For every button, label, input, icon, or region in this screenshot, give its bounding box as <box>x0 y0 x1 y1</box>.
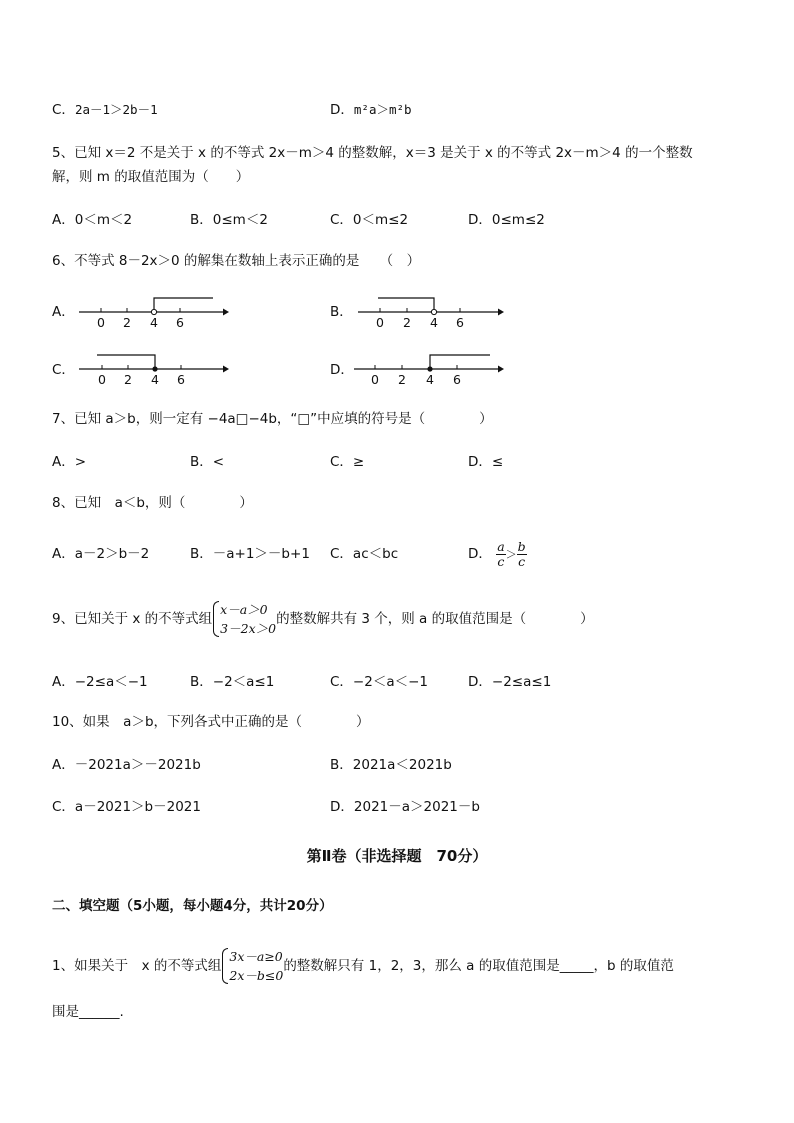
q6-stem: 6、不等式 8－2x＞0 的解集在数轴上表示正确的是 （ ） <box>52 253 421 269</box>
q6-option-a-label: A． <box>52 304 75 320</box>
inequality-system <box>221 947 283 985</box>
q5-option-b: B．0≤m＜2 <box>190 212 268 228</box>
inequality-system <box>212 600 276 638</box>
q8-option-d-label: D． <box>468 546 492 562</box>
system-line-1: 3x－a≥0 <box>229 949 283 964</box>
tick-label: 2 <box>398 372 406 387</box>
q9-stem <box>52 598 594 640</box>
tick-label: 4 <box>426 372 434 387</box>
q6-option-d-label: D． <box>330 362 354 378</box>
q5-option-d: D．0≤m≤2 <box>468 212 545 228</box>
tick-label: 6 <box>177 372 185 387</box>
tick-label: 0 <box>371 372 379 387</box>
q4-option-c-text: 2a－1＞2b－1 <box>74 102 158 117</box>
q6-option-c-label: C． <box>52 362 75 378</box>
tick-label: 6 <box>453 372 461 387</box>
q8-option-b: B．－a+1＞－b+1 <box>190 546 310 562</box>
q10-option-b: B．2021a＜2021b <box>330 757 452 773</box>
q6-number-line-d <box>350 349 510 389</box>
q9-stem-prefix: 9、已知关于 x 的不等式组 <box>52 611 213 627</box>
section-heading: 二、填空题（5小题，每小题4分，共计20分） <box>52 898 333 914</box>
system-line-2: 2x－b≤0 <box>229 968 284 983</box>
q8-option-d <box>468 536 527 573</box>
q5-stem-line1: 5、已知 x＝2 不是关于 x 的不等式 2x－m＞4 的整数解，x＝3 是关于 x 的不等式 2x－m＞4 的一个整数 <box>52 145 693 161</box>
q6-number-line-b <box>354 292 514 332</box>
q8-option-c: C．ac＜bc <box>330 546 399 562</box>
q6-number-line-c <box>75 349 235 389</box>
denominator: c <box>518 553 526 569</box>
fill1-stem-line2: 围是______. <box>52 1004 124 1020</box>
tick-label: 0 <box>98 372 106 387</box>
q7-option-d: D．≤ <box>468 454 504 470</box>
q7-option-b: B．< <box>190 454 225 470</box>
q7-option-c: C．≥ <box>330 454 365 470</box>
fraction-a-over-c <box>496 540 505 569</box>
q9-option-a: A．−2≤a＜−1 <box>52 674 148 690</box>
fraction-b-over-c <box>517 540 527 569</box>
q8-stem: 8、已知 a＜b，则（ ） <box>52 495 253 511</box>
q9-option-c: C．−2＜a＜−1 <box>330 674 429 690</box>
q4-option-d-text: m²a＞m²b <box>353 102 412 117</box>
tick-label: 4 <box>150 315 158 330</box>
section-title: 第Ⅱ卷（非选择题 70分） <box>306 847 488 865</box>
tick-label: 6 <box>456 315 464 330</box>
tick-label: 0 <box>97 315 105 330</box>
system-line-1: x－a＞0 <box>220 602 268 617</box>
greater-than-sign: ＞ <box>505 548 517 561</box>
q4-option-d-label: D． <box>330 102 354 118</box>
q8-option-a: A．a－2＞b－2 <box>52 546 150 562</box>
q6-option-b-label: B． <box>330 304 353 320</box>
tick-label: 0 <box>376 315 384 330</box>
q4-option-c <box>52 101 158 119</box>
fill1-stem-prefix: 1、如果关于 x 的不等式组 <box>52 958 222 974</box>
q10-option-d: D．2021－a＞2021－b <box>330 799 480 815</box>
system-line-2: 3－2x＞0 <box>220 621 277 636</box>
q4-option-d <box>330 101 412 119</box>
denominator: c <box>497 553 505 569</box>
q10-stem: 10、如果 a＞b，下列各式中正确的是（ ） <box>52 714 370 730</box>
numerator: a <box>497 538 505 554</box>
q7-stem: 7、已知 a＞b，则一定有 −4a□−4b，“□”中应填的符号是（ ） <box>52 411 493 427</box>
tick-label: 4 <box>151 372 159 387</box>
q10-option-c: C．a－2021＞b－2021 <box>52 799 201 815</box>
fill1-stem-suffix: 的整数解只有 1，2，3，那么 a 的取值范围是_____，b 的取值范 <box>283 958 674 974</box>
tick-label: 4 <box>430 315 438 330</box>
tick-label: 2 <box>403 315 411 330</box>
q9-option-b: B．−2＜a≤1 <box>190 674 275 690</box>
tick-label: 2 <box>124 372 132 387</box>
q4-option-c-label: C． <box>52 102 75 118</box>
q7-option-a: A．> <box>52 454 87 470</box>
tick-label: 6 <box>176 315 184 330</box>
numerator: b <box>517 538 526 554</box>
q5-option-c: C．0＜m≤2 <box>330 212 409 228</box>
fill1-stem <box>52 945 674 987</box>
q5-stem-line2: 解，则 m 的取值范围为（ ） <box>52 169 250 185</box>
q9-stem-suffix: 的整数解共有 3 个，则 a 的取值范围是（ ） <box>276 611 594 627</box>
q10-option-a: A．－2021a＞－2021b <box>52 757 201 773</box>
tick-label: 2 <box>123 315 131 330</box>
q5-option-a: A．0＜m＜2 <box>52 212 133 228</box>
q9-option-d: D．−2≤a≤1 <box>468 674 552 690</box>
q6-number-line-a <box>75 292 235 332</box>
